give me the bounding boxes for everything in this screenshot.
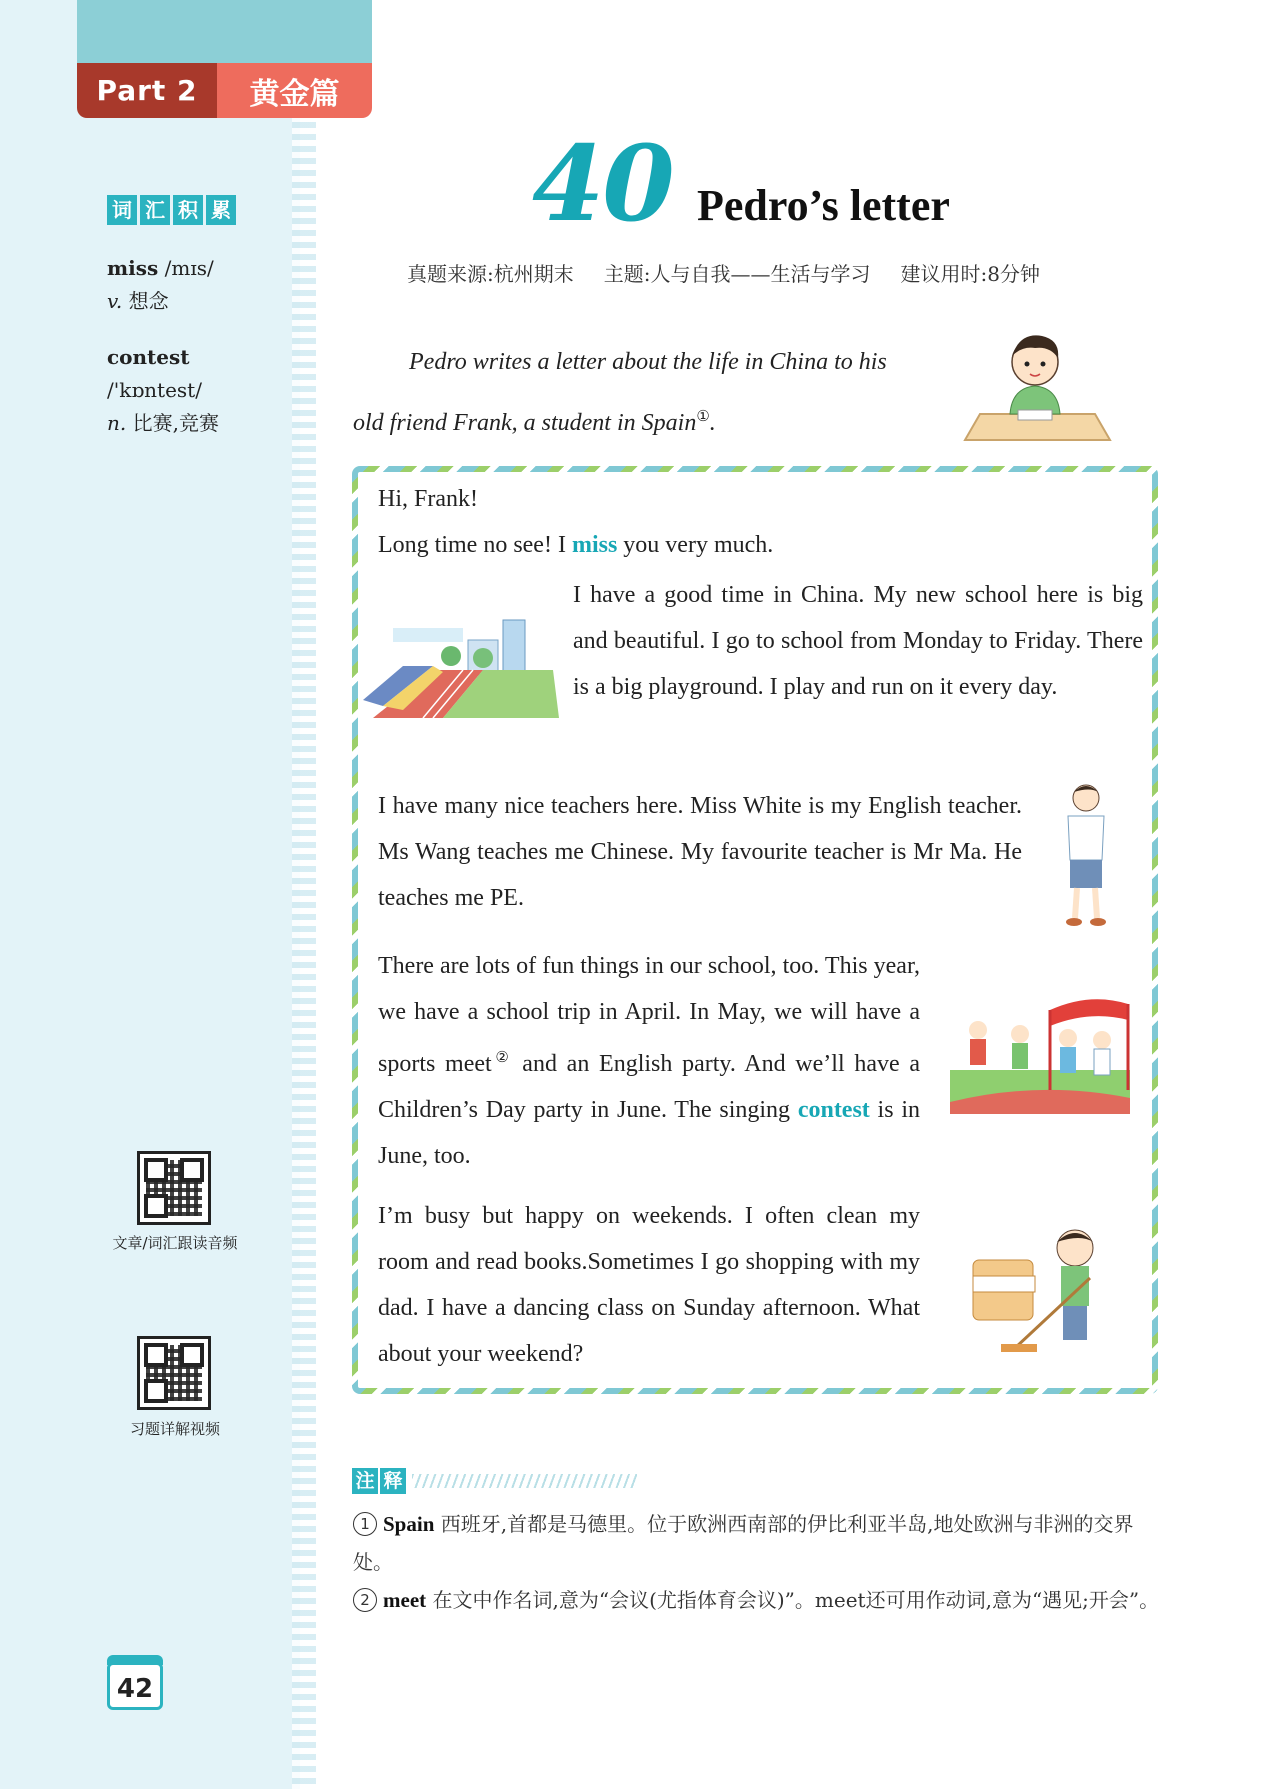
boy-cleaning-illustration — [965, 1220, 1125, 1360]
letter-paragraph-3: There are lots of fun things in our school, too. This year, we have a school trip in April. In May, we will have a sports meet② and an English party. And we’ll have a Children’s Day party in June. The singing contest is in June, too. — [378, 953, 921, 1169]
lesson-meta — [407, 258, 1040, 287]
vocab-pos: v. — [107, 289, 123, 313]
vocab-heading-char: 累 — [206, 195, 236, 225]
vocab-word: miss — [107, 256, 159, 280]
qr-code-audio[interactable] — [137, 1151, 211, 1225]
note-item — [353, 1581, 1163, 1619]
vocab-highlight: miss — [571, 532, 618, 558]
letter-greeting: Hi, Frank! — [378, 486, 478, 512]
vocab-phonetic: /'kɒntest/ — [107, 378, 202, 402]
vocab-heading-char: 积 — [173, 195, 203, 225]
vocab-pos: n. — [107, 411, 127, 435]
note-text: 在文中作名词,意为“会议(尤指体育会议)”。meet还可用作动词,意为“遇见;开会”。 — [426, 1588, 1160, 1612]
vocab-item-miss — [107, 252, 214, 318]
pe-teacher-illustration — [1050, 778, 1122, 933]
note-item — [353, 1505, 1163, 1581]
notes-heading-divider — [412, 1474, 637, 1488]
notes-heading — [352, 1468, 637, 1494]
note-term: Spain — [383, 1512, 435, 1536]
notes-heading-char: 注 — [352, 1468, 378, 1494]
letter-paragraph-2: I have many nice teachers here. Miss White is my English teacher. Ms Wang teaches me Chinese. My favourite teacher is Mr Ma. He teaches me PE. — [378, 793, 1022, 911]
note-number: 2 — [353, 1588, 377, 1612]
boy-writing-illustration — [960, 322, 1115, 444]
note-mark: ① — [696, 409, 710, 425]
vocab-heading — [107, 195, 236, 225]
intro-text — [353, 335, 963, 451]
vocab-meaning: 想念 — [128, 289, 169, 313]
part-label: Part 2 — [77, 63, 217, 118]
letter-paragraph-1: I have a good time in China. My new school here is big and beautiful. I go to school from Monday to Friday. There is a big playground. I play and run on it every day. — [573, 582, 1143, 700]
meta-theme: 主题:人与自我——生活与学习 — [603, 262, 871, 286]
vocab-heading-char: 词 — [107, 195, 137, 225]
intro-line: Pedro writes a letter about the life in China to his — [409, 349, 887, 375]
school-playground-illustration — [363, 610, 559, 722]
vocab-highlight: contest — [797, 1097, 870, 1123]
note-mark: ② — [491, 1050, 513, 1066]
letter-paragraph-4: I’m busy but happy on weekends. I often clean my room and read books.Sometimes I go shopping with my dad. I have a dancing class on Sunday afternoon. What about your weekend? — [378, 1203, 920, 1367]
note-number: 1 — [353, 1512, 377, 1536]
notes-heading-char: 释 — [380, 1468, 406, 1494]
section-label: 黄金篇 — [217, 63, 372, 118]
page-number: 42 — [107, 1662, 163, 1710]
vocab-meaning: 比赛,竞赛 — [132, 411, 219, 435]
note-term: meet — [383, 1588, 427, 1612]
intro-line: old friend Frank, a student in Spain①. — [353, 409, 716, 436]
vocab-word: contest — [107, 345, 190, 369]
vocab-heading-char: 汇 — [140, 195, 170, 225]
lesson-title: Pedro’s letter — [697, 181, 950, 230]
lesson-number: 40 — [532, 122, 673, 245]
sidebar-wave-edge — [292, 110, 316, 1789]
qr-label-audio: 文章/词汇跟读音频 — [112, 1234, 238, 1252]
qr-code-video[interactable] — [137, 1336, 211, 1410]
sports-meet-illustration — [950, 990, 1130, 1114]
vocab-item-contest — [107, 341, 219, 440]
qr-label-video: 习题详解视频 — [129, 1420, 220, 1438]
meta-time: 建议用时:8分钟 — [900, 262, 1040, 286]
letter-line: Long time no see! I miss you very much. — [378, 532, 774, 558]
vocab-phonetic: /mɪs/ — [164, 256, 214, 280]
meta-source: 真题来源:杭州期末 — [407, 262, 574, 286]
header-tab-top — [77, 0, 372, 63]
note-text: 西班牙,首都是马德里。位于欧洲西南部的伊比利亚半岛,地处欧洲与非洲的交界处。 — [353, 1512, 1134, 1574]
